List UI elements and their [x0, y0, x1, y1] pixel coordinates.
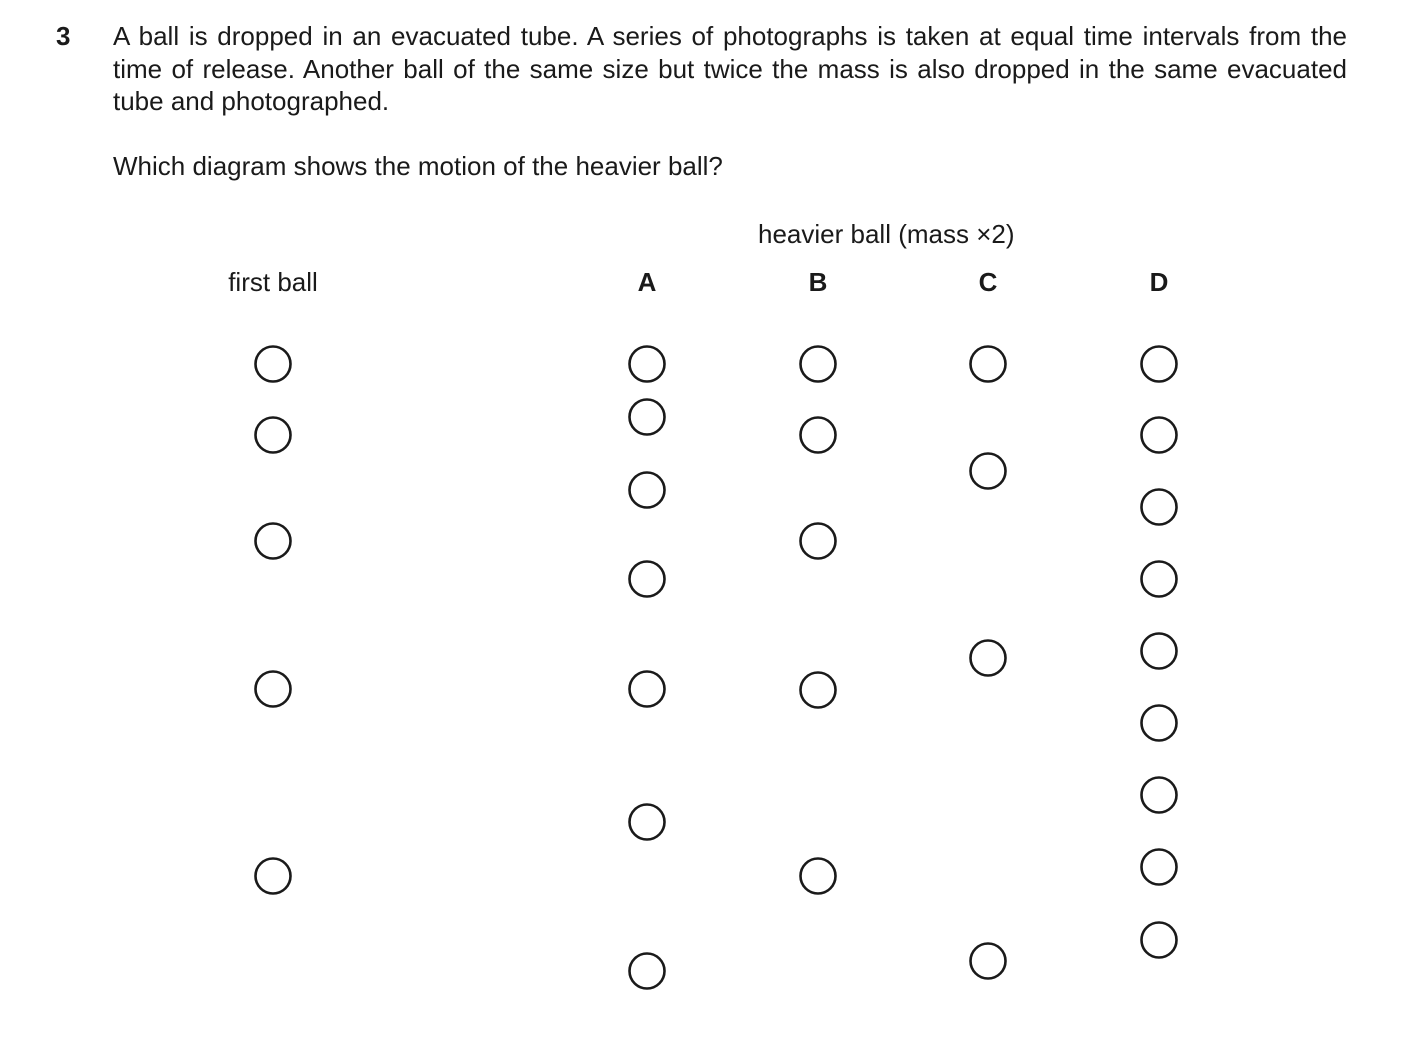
ball-c-4 — [971, 944, 1006, 979]
ball-d-6 — [1142, 706, 1177, 741]
ball-b-2 — [801, 418, 836, 453]
ball-c-2 — [971, 454, 1006, 489]
ball-a-1 — [630, 347, 665, 382]
ball-a-7 — [630, 954, 665, 989]
ball-d-2 — [1142, 418, 1177, 453]
ball-a-4 — [630, 562, 665, 597]
column-label-first-ball: first ball — [228, 267, 318, 297]
question-number: 3 — [56, 21, 71, 51]
ball-d-5 — [1142, 634, 1177, 669]
ball-d-9 — [1142, 923, 1177, 958]
ball-first-ball-5 — [256, 859, 291, 894]
ball-a-5 — [630, 672, 665, 707]
ball-first-ball-1 — [256, 347, 291, 382]
ball-d-1 — [1142, 347, 1177, 382]
ball-b-5 — [801, 859, 836, 894]
ball-b-3 — [801, 524, 836, 559]
column-label-a: A — [637, 267, 657, 297]
column-label-d: D — [1149, 267, 1169, 297]
ball-d-8 — [1142, 850, 1177, 885]
ball-d-3 — [1142, 490, 1177, 525]
question-prompt: Which diagram shows the motion of the heavier ball? — [113, 151, 723, 181]
ball-a-2 — [630, 400, 665, 435]
ball-first-ball-4 — [256, 672, 291, 707]
ball-c-3 — [971, 641, 1006, 676]
ball-first-ball-2 — [256, 418, 291, 453]
column-label-c: C — [978, 267, 998, 297]
ball-a-3 — [630, 473, 665, 508]
ball-d-4 — [1142, 562, 1177, 597]
question-text: A ball is dropped in an evacuated tube. A series of photographs is taken at equal time intervals from the time of release. Another ball of the same size but twice the mass is also dropped in the same evacuated tube and photographed. — [113, 21, 1347, 116]
column-label-b: B — [808, 267, 828, 297]
ball-c-1 — [971, 347, 1006, 382]
ball-b-1 — [801, 347, 836, 382]
ball-b-4 — [801, 673, 836, 708]
heavier-ball-group-label: heavier ball (mass ×2) — [758, 219, 1015, 249]
ball-d-7 — [1142, 778, 1177, 813]
ball-a-6 — [630, 805, 665, 840]
ball-first-ball-3 — [256, 524, 291, 559]
